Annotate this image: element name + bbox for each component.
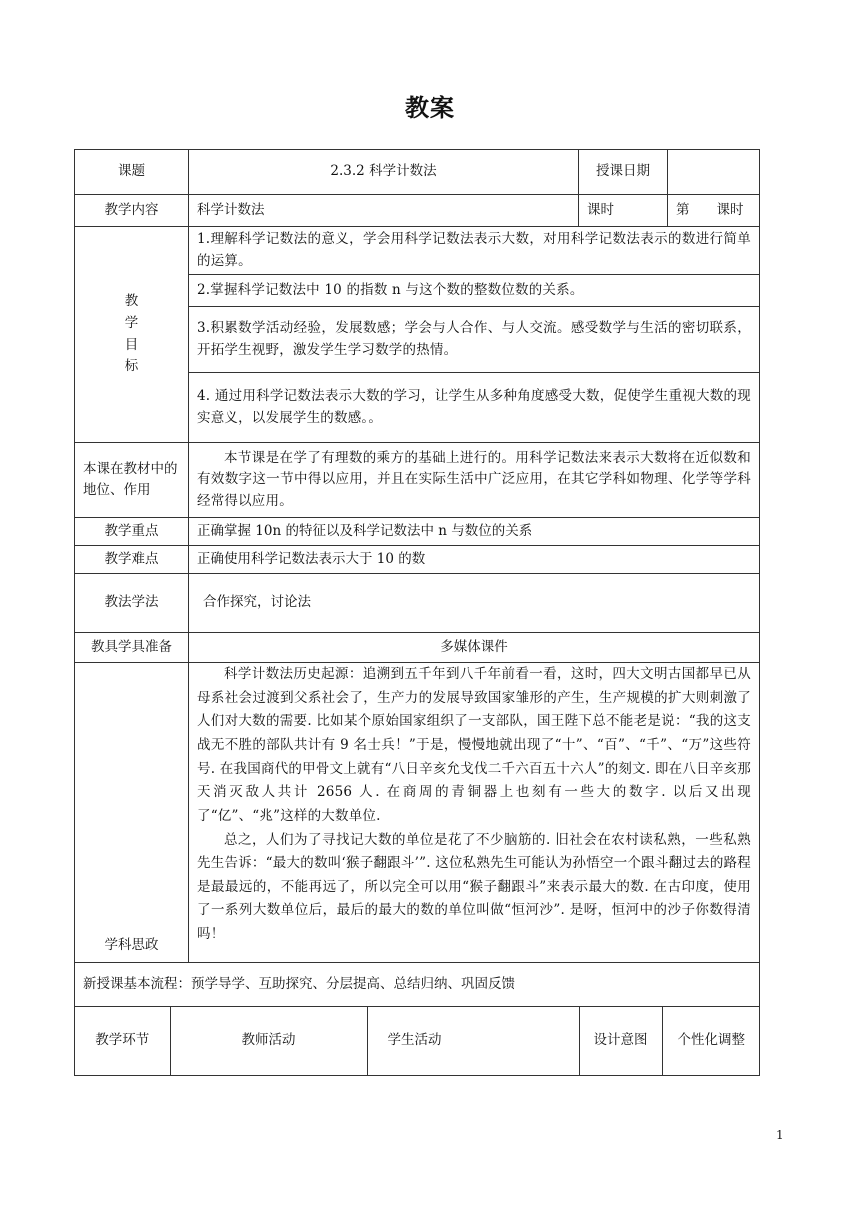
topic-row [75,150,760,195]
flow-text: 新授课基本流程：预学导学、互助探究、分层提高、总结归纳、巩固反馈 [75,963,760,1007]
topic-value: 2.3.2 科学计数法 [189,150,579,195]
position-label: 本课在教材中的地位、作用 [75,443,189,518]
tools-row [75,633,760,663]
objectives-label [75,227,189,443]
method-label: 教法学法 [75,574,189,633]
ideology-text [189,663,760,963]
key-text: 正确掌握 10n 的特征以及科学记数法中 n 与数位的关系 [189,518,760,546]
method-row [75,574,760,633]
objective-1: 1.理解科学记数法的意义，学会用科学记数法表示大数，对用科学记数法表示的数进行简单的运算。 [189,227,760,275]
objectives-label-char: 教 [124,293,139,310]
ideology-paragraph: 科学计数法历史起源：追溯到五千年到八千年前看一看，这时，四大文明古国都早已从母系社会过渡到父系社会了，生产力的发展导致国家雏形的产生，生产规模的扩大则刺激了人们对大数的需要. 比如某个原始国家组织了一支部队，国王陛下总不能老是说：“我的这支战无不胜的部队共计有 9 名士兵！”于是，慢慢地就出现了“十”、“百”、“千”、“万”这些符号. 在我国商代的甲骨文上就有“八日辛亥允戈伐二千六百五十六人”的刻文. 即在八日辛亥那天消灭敌人共计 2656 人. 在商周的青铜器上也刻有一些大的数字. 以后又出现了“亿”、“兆”这样的大数单位. [197,666,751,824]
ideology-paragraph: 总之，人们为了寻找记大数的单位是花了不少脑筋的. 旧社会在农村读私熟，一些私熟先生告诉：“最大的数叫‘猴子翻跟斗’”. 这位私熟先生可能认为孙悟空一个跟斗翻过去的路程是最最远的，不能再远了，所以完全可以用“猴子翻跟斗”来表示最大的数. 在古印度，使用了一系列大数单位后，最后的最大的数的单位叫做“恒河沙”. 是呀，恒河中的沙子你数得清吗！ [197,831,751,943]
tools-label: 教具学具准备 [75,633,189,663]
objectives-label-char: 目 [124,336,139,353]
objective-4: 4. 通过用科学记数法表示大数的学习，让学生从多种角度感受大数，促使学生重视大数的现实意义，以发展学生的数感。。 [189,373,760,443]
process-header-table [75,1007,760,1075]
date-value [668,150,760,195]
student-activity-header: 学生活动 [367,1007,579,1075]
key-row [75,518,760,546]
key-label: 教学重点 [75,518,189,546]
content-row [75,195,760,227]
personal-adjust-header: 个性化调整 [677,1032,745,1049]
objective-2: 2.掌握科学记数法中 10 的指数 n 与这个数的整数位数的关系。 [189,275,760,307]
process-header-cell [75,1007,760,1076]
design-intent-header: 设计意图 [579,1007,662,1075]
process-header-row [75,1007,760,1076]
tools-text: 多媒体课件 [189,633,760,663]
page-title: 教案 [405,94,455,122]
difficulty-row [75,546,760,574]
teacher-activity-header: 教师活动 [170,1007,367,1075]
period-value: 第 课时 [668,195,760,227]
period-label: 课时 [579,195,668,227]
lesson-plan-table [74,149,760,1076]
objectives-label-char: 标 [124,358,139,375]
stage-header: 教学环节 [75,1007,170,1075]
method-text: 合作探究，讨论法 [189,574,760,633]
objectives-label-char: 学 [124,315,139,331]
difficulty-label: 教学难点 [75,546,189,574]
ideology-label: 学科思政 [75,663,189,963]
objective-3: 3.积累数学活动经验，发展数感；学会与人合作、与人交流。感受数学与生活的密切联系，开拓学生视野，激发学生学习数学的热情。 [189,307,760,373]
date-label: 授课日期 [579,150,668,195]
flow-row [75,963,760,1007]
position-text: 本节课是在学了有理数的乘方的基础上进行的。用科学记数法来表示大数将在近似数和有效数字这一节中得以应用，并且在实际生活中广泛应用，在其它学科如物理、化学等学科经常得以应用。 [189,443,760,518]
position-row [75,443,760,518]
ideology-row [75,663,760,963]
objective-row-1 [75,227,760,275]
content-label: 教学内容 [75,195,189,227]
page-number: 1 [776,1128,784,1142]
difficulty-text: 正确使用科学记数法表示大于 10 的数 [189,546,760,574]
topic-label: 课题 [75,150,189,195]
content-value: 科学计数法 [189,195,579,227]
